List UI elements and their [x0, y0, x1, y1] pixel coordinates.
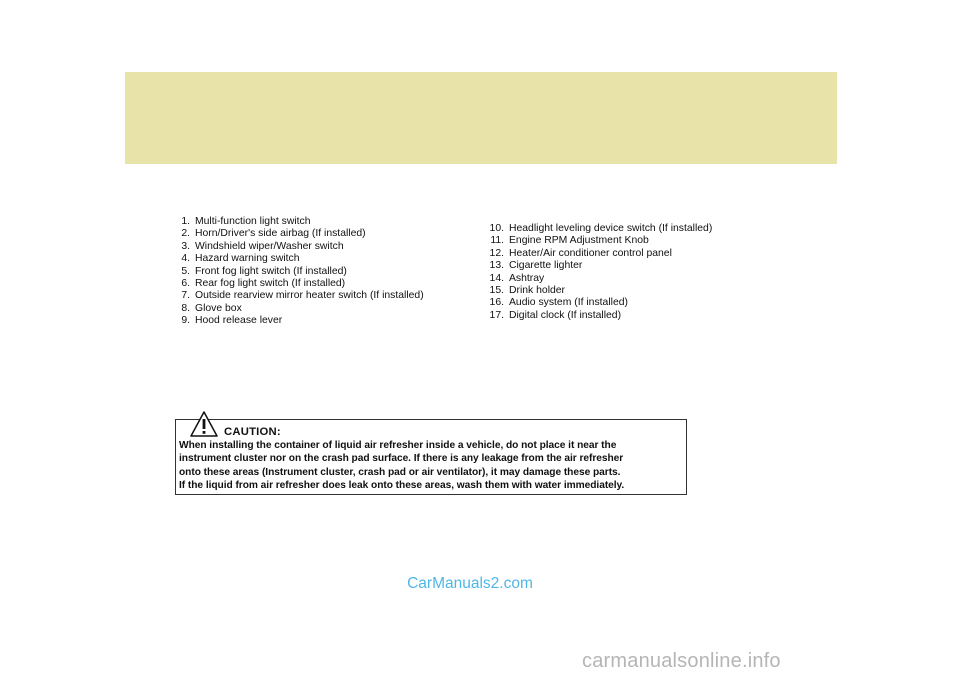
list-item: 8. Glove box [181, 302, 242, 314]
caution-text [179, 439, 685, 493]
list-item: 17. Digital clock (If installed) [489, 309, 622, 321]
component-list-right [482, 223, 712, 322]
list-item: 13. Cigarette lighter [489, 260, 583, 272]
list-item: 10. Headlight leveling device switch (If installed) [489, 223, 713, 234]
caution-line: instrument cluster nor on the crash pad surface. If there is any leakage from the air refresher [179, 453, 624, 465]
caution-box [175, 419, 687, 495]
list-item: 11. Engine RPM Adjustment Knob [490, 235, 649, 247]
list-item: 1. Multi-function light switch [181, 216, 311, 227]
watermark-carmanuals2[interactable]: CarManuals2.com [407, 575, 533, 592]
list-item: 16. Audio system (If installed) [489, 297, 628, 309]
list-item: 5. Front fog light switch (If installed) [181, 265, 347, 277]
list-item: 6. Rear fog light switch (If installed) [181, 278, 346, 290]
list-item: 4. Hazard warning switch [181, 253, 300, 265]
list-item: 2. Horn/Driver's side airbag (If installed) [181, 228, 366, 240]
list-item: 9. Hood release lever [181, 315, 283, 327]
caution-line: When installing the container of liquid air refresher inside a vehicle, do not place it near the [179, 440, 617, 451]
illustration-banner [125, 72, 837, 164]
list-item: 15. Drink holder [489, 285, 566, 297]
watermark-carmanualsonline: carmanualsonline.info [582, 650, 781, 672]
caution-title: CAUTION: [224, 426, 281, 438]
caution-line: onto these areas (Instrument cluster, crash pad or air ventilator), it may damage these parts. [179, 466, 621, 478]
list-item: 3. Windshield wiper/Washer switch [181, 240, 344, 252]
warning-triangle-icon [190, 411, 218, 437]
list-item: 7. Outside rearview mirror heater switch (If installed) [181, 290, 424, 302]
list-item: 14. Ashtray [489, 272, 545, 284]
list-item: 12. Heater/Air conditioner control panel [489, 247, 672, 259]
caution-line: If the liquid from air refresher does leak onto these areas, wash them with water immediately. [179, 480, 625, 492]
component-list-left [168, 216, 424, 328]
